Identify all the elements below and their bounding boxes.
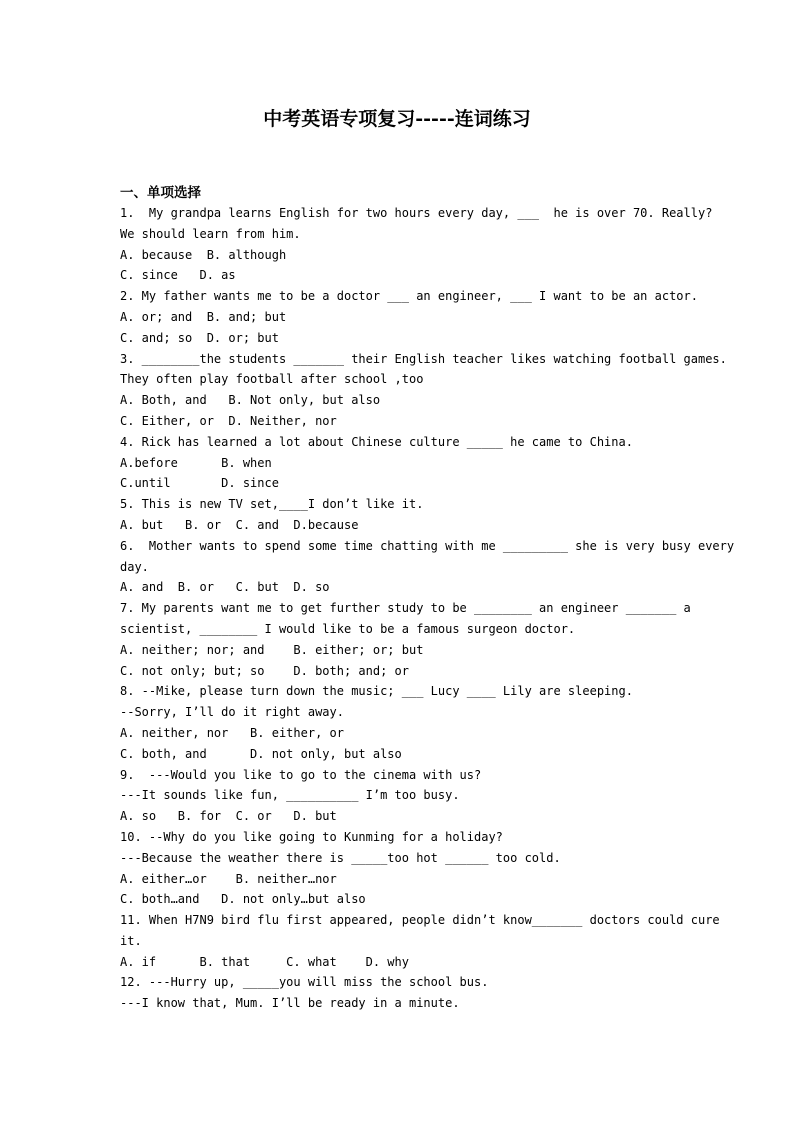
text-line: C.until D. since [120,476,279,491]
text-line: A. and B. or C. but D. so [120,580,330,595]
text-line: A. or; and B. and; but [120,309,287,324]
text-line: C. Either, or D. Neither, nor [120,413,337,428]
text-line: A.before B. when [120,455,272,470]
text-line: A. if B. that C. what D. why [120,954,409,969]
text-line: 10. --Why do you like going to Kunming for a holiday? [120,829,503,844]
text-line: 2. My father wants me to be a doctor ___ an engineer, ___ I want to be an actor. [120,289,698,304]
text-line: scientist, ________ I would like to be a famous surgeon doctor. [120,621,576,636]
text-line: C. both…and D. not only…but also [120,892,366,907]
text-line: 8. --Mike, please turn down the music; ___ Lucy ____ Lily are sleeping. [120,684,633,699]
text-line: They often play football after school ,too [120,372,424,387]
text-line: ---Because the weather there is _____too hot ______ too cold. [120,850,561,865]
text-line: C. and; so D. or; but [120,330,279,345]
text-line: it. [120,933,142,948]
text-line: 9. ---Would you like to go to the cinema with us? [120,767,482,782]
text-line: C. not only; but; so D. both; and; or [120,663,409,678]
text-line: 11. When H7N9 bird flu first appeared, people didn’t know_______ doctors could cure [120,913,720,928]
text-line: 7. My parents want me to get further study to be ________ an engineer _______ a [120,601,691,616]
text-line: A. either…or B. neither…nor [120,871,337,886]
text-line: 1. My grandpa learns English for two hours every day, ___ he is over 70. Really? [120,206,713,220]
text-line: A. so B. for C. or D. but [120,809,337,824]
text-line: day. [120,559,149,574]
text-line: A. Both, and B. Not only, but also [120,393,381,408]
text-line: 12. ---Hurry up, _____you will miss the school bus. [120,975,489,990]
question-list [120,203,735,1014]
text-line: 5. This is new TV set,____I don’t like it. [120,497,424,512]
text-line: C. both, and D. not only, but also [120,746,402,761]
text-line: C. since D. as [120,268,236,283]
text-line: A. but B. or C. and D.because [120,517,359,532]
text-line: A. because B. although [120,247,287,262]
text-line: A. neither, nor B. either, or [120,725,344,740]
text-line: ---I know that, Mum. I’ll be ready in a minute. [120,996,460,1011]
page-title: 中考英语专项复习-----连词练习 [263,108,531,130]
text-line: 6. Mother wants to spend some time chatting with me _________ she is very busy every [120,538,735,553]
text-line: We should learn from him. [120,226,301,241]
text-line: ---It sounds like fun, __________ I’m too busy. [120,788,460,803]
text-line: A. neither; nor; and B. either; or; but [120,642,424,657]
text-line: 4. Rick has learned a lot about Chinese culture _____ he came to China. [120,434,633,449]
section-heading: 一、单项选择 [120,185,201,201]
text-line: --Sorry, I’ll do it right away. [120,705,344,720]
text-line: 3. ________the students _______ their English teacher likes watching football games. [120,351,727,366]
